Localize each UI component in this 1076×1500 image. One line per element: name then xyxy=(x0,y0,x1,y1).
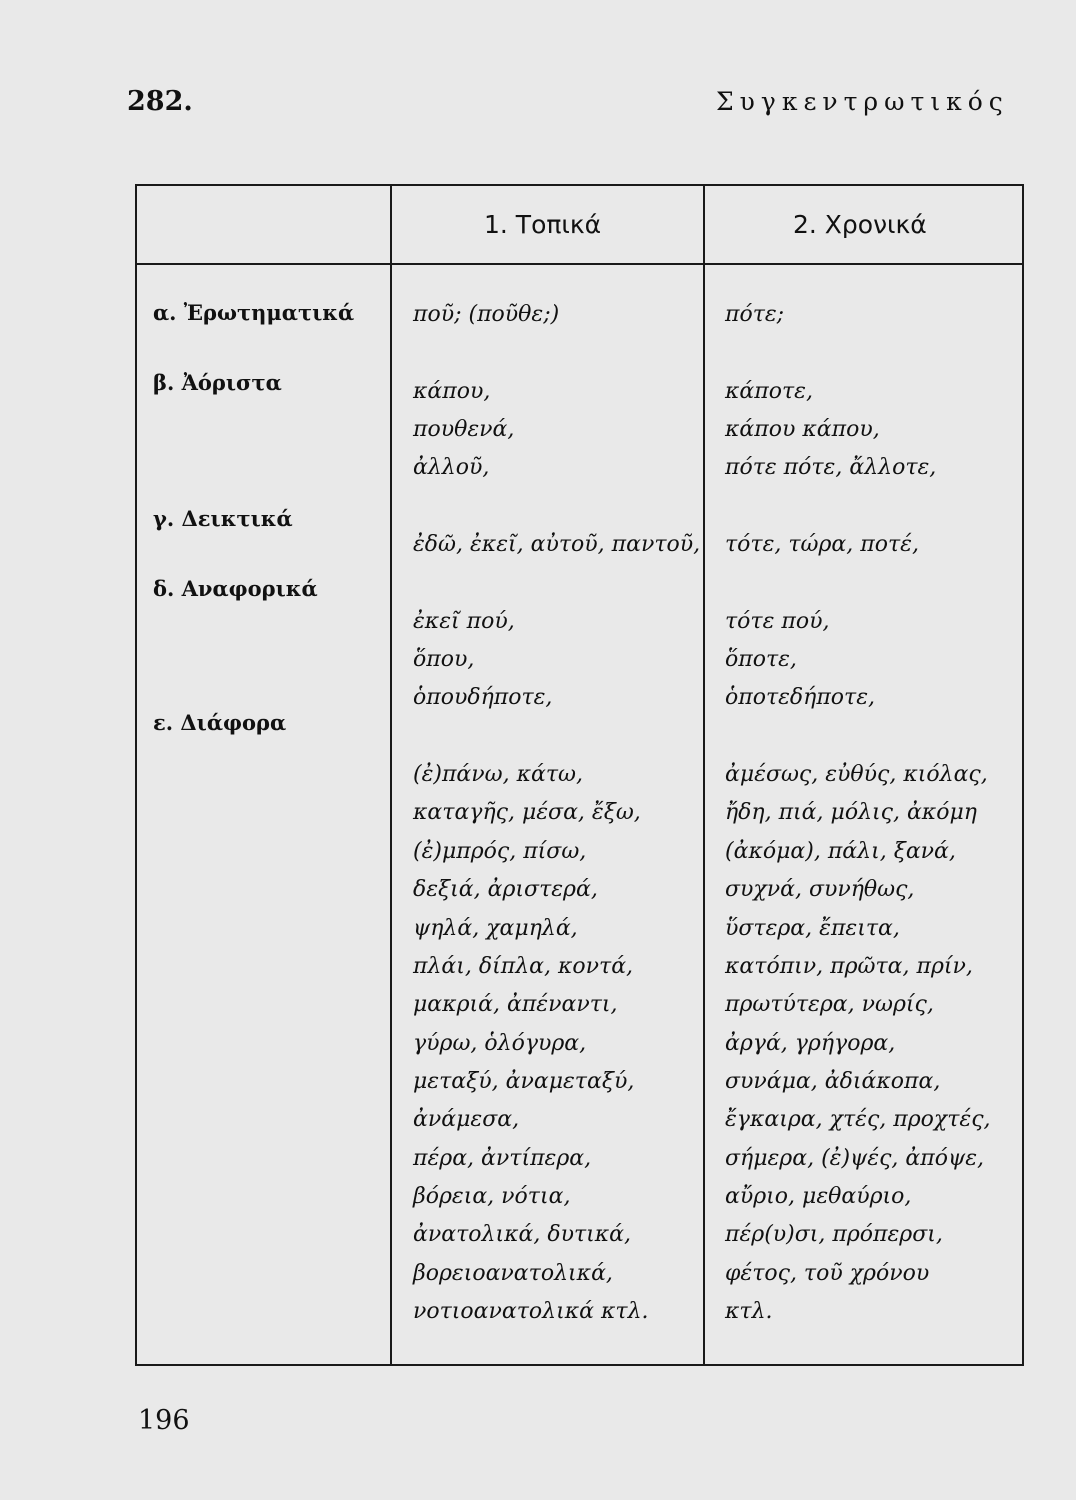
chronika-line: κτλ. xyxy=(725,1298,773,1324)
topika-line: πλάι, δίπλα, κοντά, xyxy=(413,953,634,979)
chronika-line: σήμερα, (ἐ)ψές, ἀπόψε, xyxy=(725,1145,985,1171)
topika-line: μεταξύ, ἀναμεταξύ, xyxy=(413,1068,635,1094)
column-divider-1 xyxy=(390,186,392,1364)
topika-line: γύρω, ὁλόγυρα, xyxy=(413,1030,587,1056)
category-erotimatika: α. Ἐρωτηματικά xyxy=(153,300,355,325)
page-number: 196 xyxy=(138,1405,190,1436)
chronika-line: τότε πού, xyxy=(725,608,830,634)
chronika-line xyxy=(725,488,991,526)
topika-line: ἐδῶ, ἐκεῖ, αὐτοῦ, παντοῦ, xyxy=(413,532,701,558)
adverbs-table xyxy=(135,184,1024,1366)
topika-line: (ἐ)μπρός, πίσω, xyxy=(413,838,587,864)
chronika-line: πότε πότε, ἄλλοτε, xyxy=(725,455,937,481)
chronika-line: πέρ(υ)σι, πρόπερσι, xyxy=(725,1222,943,1248)
topika-line: νοτιοανατολικά κτλ. xyxy=(413,1298,649,1324)
topika-line: ὁπουδήποτε, xyxy=(413,685,553,711)
topika-line: βόρεια, νότια, xyxy=(413,1183,571,1209)
chronika-line xyxy=(725,564,991,602)
chronika-line: αὔριο, μεθαύριο, xyxy=(725,1183,912,1209)
chronika-line: συνάμα, ἀδιάκοπα, xyxy=(725,1068,941,1094)
chronika-line: κατόπιν, πρῶτα, πρίν, xyxy=(725,953,973,979)
topika-line: μακριά, ἀπέναντι, xyxy=(413,992,618,1018)
category-diafora: ε. Διάφορα xyxy=(153,710,287,735)
header-rule xyxy=(137,263,1022,265)
chronika-line: ὕστερα, ἔπειτα, xyxy=(725,915,900,941)
section-number: 282. xyxy=(127,86,193,117)
chronika-line: φέτος, τοῦ χρόνου xyxy=(725,1260,930,1286)
column-header-topika: 1. Τοπικά xyxy=(484,210,602,239)
topika-line: πέρα, ἀντίπερα, xyxy=(413,1145,592,1171)
topika-line: (ἐ)πάνω, κάτω, xyxy=(413,762,583,788)
topika-line: ἀλλοῦ, xyxy=(413,455,490,481)
topika-line xyxy=(413,334,700,372)
column-divider-2 xyxy=(703,186,705,1364)
chronika-line: ἀργά, γρήγορα, xyxy=(725,1030,896,1056)
topika-line: ἐκεῖ πού, xyxy=(413,608,515,634)
topika-line: δεξιά, ἀριστερά, xyxy=(413,877,598,903)
chronika-line: κάπου κάπου, xyxy=(725,417,880,443)
column-header-chronika: 2. Χρονικά xyxy=(793,210,927,239)
chronika-line: συχνά, συνήθως, xyxy=(725,877,915,903)
topika-line: ψηλά, χαμηλά, xyxy=(413,915,578,941)
chronika-line: κάποτε, xyxy=(725,378,813,404)
topika-line: ἀνάμεσα, xyxy=(413,1107,520,1133)
topika-line: ὅπου, xyxy=(413,647,475,673)
chronika-line: ἔγκαιρα, χτές, προχτές, xyxy=(725,1107,991,1133)
category-aorista: β. Ἀόριστα xyxy=(153,370,282,395)
chronika-line: ὁποτεδήποτε, xyxy=(725,685,876,711)
topika-line: πουθενά, xyxy=(413,417,515,443)
topika-line xyxy=(413,564,700,602)
chronika-line: ἤδη, πιά, μόλις, ἀκόμη xyxy=(725,800,977,826)
topika-line xyxy=(413,718,700,756)
topika-line: κάπου, xyxy=(413,378,491,404)
topika-line: ἀνατολικά, δυτικά, xyxy=(413,1222,632,1248)
chronika-line xyxy=(725,334,991,372)
chronika-column xyxy=(725,296,991,1331)
topika-column xyxy=(413,296,700,1331)
running-title: Συγκεντρωτικός xyxy=(716,87,1009,116)
category-anaforika: δ. Αναφορικά xyxy=(153,576,318,601)
category-deiktika: γ. Δεικτικά xyxy=(153,506,293,531)
chronika-line: πρωτύτερα, νωρίς, xyxy=(725,992,934,1018)
chronika-line: πότε; xyxy=(725,302,785,327)
topika-line: βορειοανατολικά, xyxy=(413,1260,613,1286)
topika-line: ποῦ; (ποῦθε;) xyxy=(413,302,560,327)
topika-line: καταγῆς, μέσα, ἔξω, xyxy=(413,800,641,826)
topika-line xyxy=(413,488,700,526)
chronika-line xyxy=(725,718,991,756)
chronika-line: ὅποτε, xyxy=(725,647,797,673)
chronika-line: ἀμέσως, εὐθύς, κιόλας, xyxy=(725,762,988,788)
chronika-line: (ἀκόμα), πάλι, ξανά, xyxy=(725,838,956,864)
chronika-line: τότε, τώρα, ποτέ, xyxy=(725,532,919,558)
